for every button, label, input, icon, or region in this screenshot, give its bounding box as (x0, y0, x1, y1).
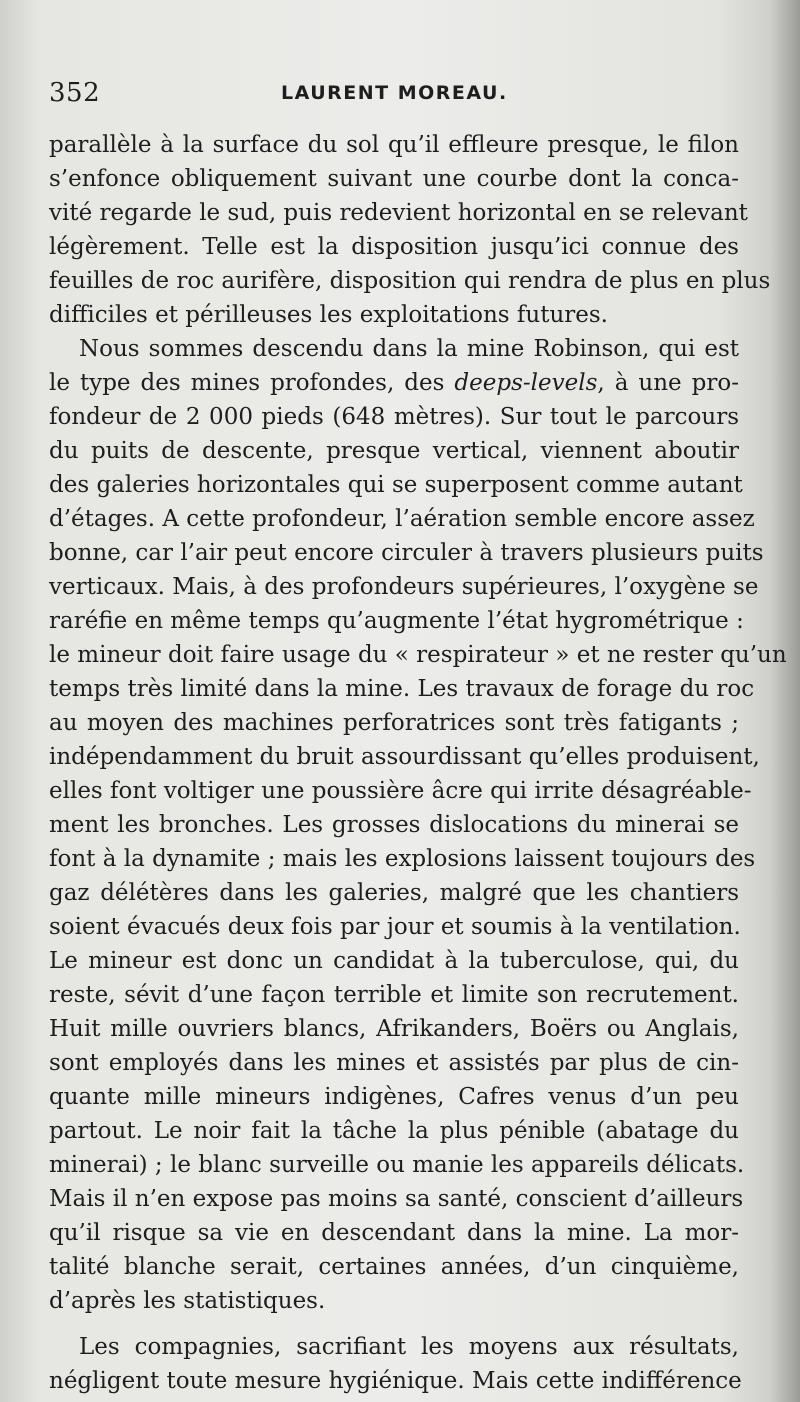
text-line: Le mineur est donc un candidat à la tuberculose, qui, du (49, 948, 739, 974)
text-line: au moyen des machines perforatrices sont très fatigants ; (49, 710, 739, 736)
text-line: feuilles de roc aurifère, disposition qui rendra de plus en plus (49, 268, 771, 294)
text-line: le mineur doit faire usage du « respirateur » et ne rester qu’un (49, 642, 787, 668)
text-line: des galeries horizontales qui se superposent comme autant (49, 472, 743, 498)
text-line-with-italic (49, 366, 739, 400)
text-line: fondeur de 2 000 pieds (648 mètres). Sur tout le parcours (49, 404, 739, 430)
italic-term: deeps-levels (454, 370, 598, 396)
text-line: vité regarde le sud, puis redevient horizontal en se relevant (49, 200, 748, 226)
text-line: parallèle à la surface du sol qu’il effleure presque, le filon (49, 132, 739, 158)
text-line: font à la dynamite ; mais les explosions laissent toujours des (49, 846, 756, 872)
text-line: légèrement. Telle est la disposition jusqu’ici connue des (49, 234, 739, 260)
text-line: qu’il risque sa vie en descendant dans la mine. La mor- (49, 1220, 739, 1246)
text-line: ment les bronches. Les grosses dislocations du minerai se (49, 812, 739, 838)
text-line: d’étages. A cette profondeur, l’aération semble encore assez (49, 506, 755, 532)
page-header (49, 78, 739, 114)
text-line: Les compagnies, sacrifiant les moyens aux résultats, (79, 1334, 739, 1360)
text-line: bonne, car l’air peut encore circuler à travers plusieurs puits (49, 540, 764, 566)
text-line: difficiles et périlleuses les exploitations futures. (49, 302, 608, 328)
text-segment: le type des mines profondes, des (49, 370, 455, 396)
text-line: indépendamment du bruit assourdissant qu’elles produisent, (49, 744, 760, 770)
text-line: partout. Le noir fait la tâche la plus pénible (abatage du (49, 1118, 739, 1144)
text-line: elles font voltiger une poussière âcre qui irrite désagréable- (49, 778, 752, 804)
text-line: du puits de descente, presque vertical, viennent aboutir (49, 438, 739, 464)
text-line: verticaux. Mais, à des profondeurs supérieures, l’oxygène se (49, 574, 759, 600)
text-line: négligent toute mesure hygiénique. Mais cette indifférence (49, 1368, 742, 1394)
running-head: LAURENT MOREAU. (281, 82, 508, 104)
text-line: d’après les statistiques. (49, 1288, 326, 1314)
text-line: reste, sévit d’une façon terrible et limite son recrutement. (49, 982, 739, 1008)
text-line: minerai) ; le blanc surveille ou manie les appareils délicats. (49, 1152, 745, 1178)
text-line: temps très limité dans la mine. Les travaux de forage du roc (49, 676, 755, 702)
text-line: soient évacués deux fois par jour et soumis à la ventilation. (49, 914, 741, 940)
text-line: gaz délétères dans les galeries, malgré que les chantiers (49, 880, 739, 906)
text-segment: , à une pro- (597, 370, 739, 396)
paragraph-gap (49, 1318, 739, 1330)
text-line: Huit mille ouvriers blancs, Afrikanders, Boërs ou Anglais, (49, 1016, 739, 1042)
text-line: Mais il n’en expose pas moins sa santé, conscient d’ailleurs (49, 1186, 744, 1212)
text-line: quante mille mineurs indigènes, Cafres venus d’un peu (49, 1084, 739, 1110)
text-line: sont employés dans les mines et assistés par plus de cin- (49, 1050, 739, 1076)
text-line: Nous sommes descendu dans la mine Robinson, qui est (79, 336, 739, 362)
text-line: s’enfonce obliquement suivant une courbe dont la conca- (49, 166, 739, 192)
page-number: 352 (49, 78, 101, 108)
text-line: raréfie en même temps qu’augmente l’état hygrométrique : (49, 608, 744, 634)
text-line: talité blanche serait, certaines années, d’un cinquième, (49, 1254, 739, 1280)
body-text (49, 128, 787, 1398)
